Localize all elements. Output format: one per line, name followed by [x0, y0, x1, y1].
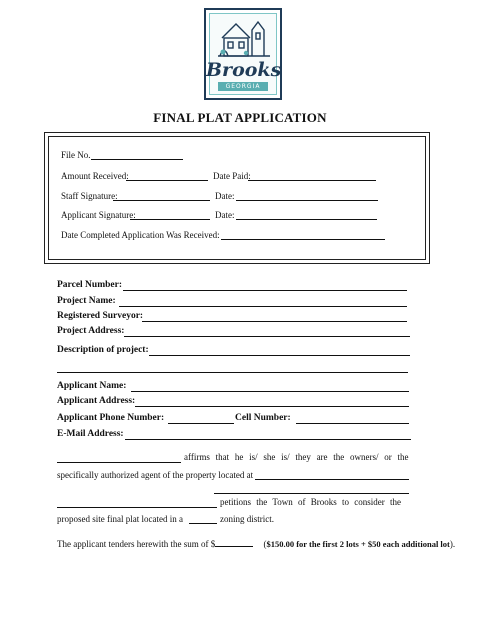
applicant-address-label: Applicant Address:	[57, 396, 136, 406]
proposed-suffix-text: zoning district.	[220, 514, 274, 524]
fee-open-paren: (	[263, 539, 267, 549]
petitioner-name-field[interactable]	[57, 507, 217, 508]
staff-signature-field[interactable]	[113, 200, 210, 201]
project-address-label: Project Address:	[57, 326, 125, 336]
owner-name-field[interactable]	[57, 462, 181, 463]
staff-signature-label: Staff Signature:	[61, 191, 118, 201]
parcel-number-field[interactable]	[123, 290, 407, 291]
staff-date-field[interactable]	[236, 200, 378, 201]
property-location-field[interactable]	[255, 479, 409, 480]
affirms-text: affirms that he is/ she is/ they are the owners/ or the	[184, 452, 409, 462]
applicant-address-field[interactable]	[135, 406, 409, 407]
logo-brand-text: Brooks	[206, 59, 282, 81]
cell-number-label: Cell Number:	[235, 413, 291, 423]
date-completed-field[interactable]	[221, 239, 385, 240]
applicant-date-label: Date:	[215, 210, 235, 220]
petitions-text: petitions the Town of Brooks to consider the	[220, 497, 401, 507]
fee-terms-text: $150.00 for the first 2 lots + $50 each additional lot	[266, 539, 450, 549]
fee-prefix-text: The applicant tenders herewith the sum of $	[57, 539, 216, 549]
email-label: E-Mail Address:	[57, 429, 124, 439]
description-field-line-2[interactable]	[57, 372, 408, 373]
proposed-prefix-text: proposed site final plat located in a	[57, 514, 183, 524]
logo-state-banner: GEORGIA	[218, 82, 268, 91]
applicant-name-label: Applicant Name:	[57, 381, 127, 391]
applicant-date-field[interactable]	[236, 219, 377, 220]
fee-statement	[57, 537, 455, 550]
description-field[interactable]	[149, 355, 410, 356]
file-no-label: File No.	[61, 150, 91, 160]
fee-close-paren: ).	[449, 539, 456, 549]
amount-received-label: Amount Received:	[61, 171, 129, 181]
applicant-name-field[interactable]	[131, 391, 409, 392]
property-location-field-line-2[interactable]	[214, 493, 409, 494]
applicant-phone-field[interactable]	[168, 423, 234, 424]
project-name-label: Project Name:	[57, 296, 116, 306]
applicant-signature-field[interactable]	[130, 219, 210, 220]
email-field[interactable]	[125, 439, 411, 440]
project-name-field[interactable]	[119, 306, 407, 307]
agent-text: specifically authorized agent of the property located at	[57, 470, 254, 480]
date-paid-field[interactable]	[248, 180, 376, 181]
applicant-signature-label: Applicant Signature:	[61, 210, 136, 220]
registered-surveyor-label: Registered Surveyor:	[57, 311, 144, 321]
amount-received-field[interactable]	[126, 180, 208, 181]
page-title: FINAL PLAT APPLICATION	[153, 110, 327, 125]
registered-surveyor-field[interactable]	[142, 321, 407, 322]
staff-date-label: Date:	[215, 191, 235, 201]
zoning-district-field[interactable]	[189, 523, 217, 524]
town-logo	[204, 8, 282, 100]
file-no-field[interactable]	[91, 159, 183, 160]
date-paid-label: Date Paid:	[213, 171, 251, 181]
date-completed-label: Date Completed Application Was Received:	[61, 230, 220, 240]
project-address-field[interactable]	[124, 336, 410, 337]
house-illustration-icon	[216, 16, 272, 60]
parcel-number-label: Parcel Number:	[57, 280, 122, 290]
description-label: Description of project:	[57, 345, 149, 355]
fee-amount-field[interactable]	[215, 537, 253, 547]
cell-number-field[interactable]	[296, 423, 409, 424]
applicant-phone-label: Applicant Phone Number:	[57, 413, 165, 423]
